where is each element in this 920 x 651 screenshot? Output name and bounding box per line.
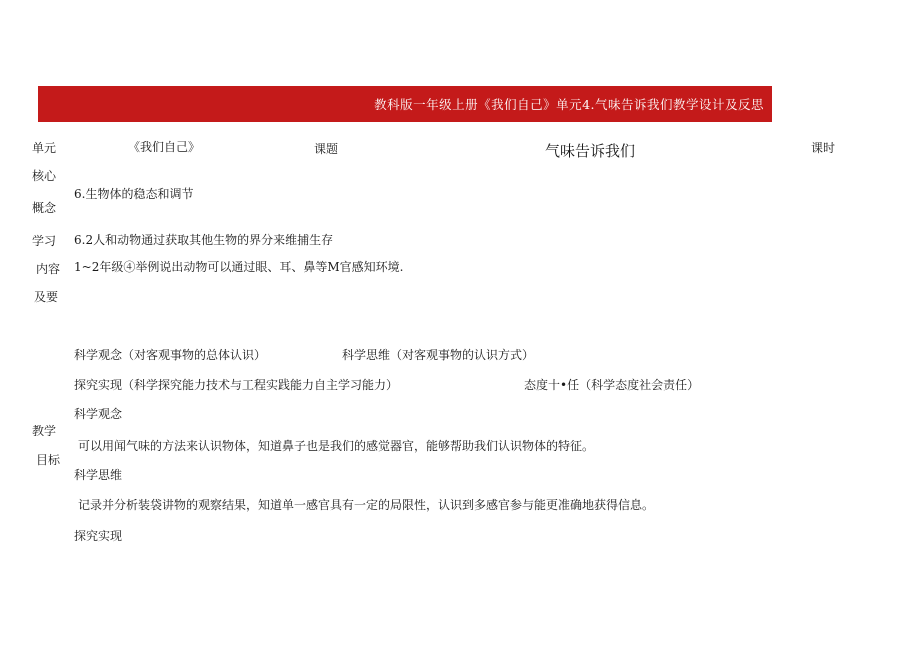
- goal-item-3: 探究实现（科学探究能力技术与工程实践能力自主学习能力）: [74, 378, 399, 392]
- learning-label-2: 内容: [36, 262, 61, 276]
- unit-value: 《我们自己》: [128, 140, 201, 154]
- learning-label-1: 学习: [32, 234, 57, 248]
- banner-title: 教科版一年级上册《我们自己》单元4.气味告诉我们教学设计及反思: [374, 97, 764, 112]
- lesson-title: 气味告诉我们: [545, 142, 636, 160]
- goals-label-2: 目标: [36, 453, 61, 467]
- goal-item-1: 科学观念（对客观事物的总体认识）: [74, 348, 267, 362]
- unit-label: 单元: [32, 141, 57, 155]
- goals-label-1: 教学: [32, 424, 57, 438]
- goal-section-1-title: 科学观念: [74, 407, 123, 421]
- learning-label-3: 及要: [34, 290, 59, 304]
- goal-item-2: 科学思维（对客观事物的认识方式）: [342, 348, 535, 362]
- goal-item-4: 态度十•任（科学态度社会责任）: [524, 378, 700, 392]
- learning-line-2: 1~2年级④举例说出动物可以通过眼、耳、鼻等M官感知环境.: [74, 260, 404, 274]
- core-label-1: 核心: [32, 169, 57, 183]
- goal-section-2-title: 科学思维: [74, 468, 123, 482]
- learning-line-1: 6.2人和动物通过获取其他生物的界分来维捕生存: [74, 233, 334, 247]
- lesson-label: 课题: [314, 142, 339, 156]
- goal-section-1-text: 可以用闻气味的方法来认识物体，知道鼻子也是我们的感觉器官，能够帮助我们认识物体的特征。: [78, 439, 595, 453]
- goal-section-2-text: 记录并分析装袋讲物的观察结果，知道单一感官具有一定的局限性，认识到多感官参与能更准确地获得信息。: [78, 498, 655, 512]
- core-text: 6.生物体的稳态和调节: [74, 187, 194, 201]
- goal-section-3-title: 探究实现: [74, 529, 123, 543]
- period-label: 课时: [811, 141, 836, 155]
- core-label-2: 概念: [32, 201, 57, 215]
- header-banner: [38, 86, 772, 122]
